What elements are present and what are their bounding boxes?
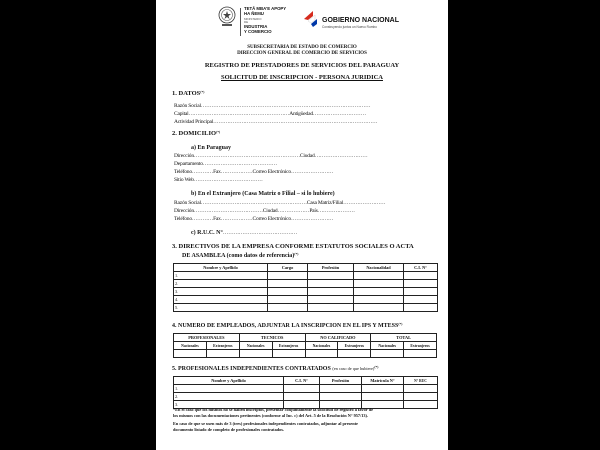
section-1-title (172, 91, 204, 98)
table-cell[interactable] (305, 350, 338, 358)
sub-nacionales: Nacionales (239, 342, 272, 350)
table-cell[interactable] (308, 280, 354, 288)
ruc-label: c) R.U.C. N° (191, 230, 223, 236)
section-5-label: 5. PROFESIONALES INDEPENDIENTES CONTRATADOS (172, 366, 331, 372)
table-cell[interactable] (308, 296, 354, 304)
profesionales-header-row (174, 377, 438, 385)
section-5-note: (en caso de que hubiere) (332, 366, 375, 371)
empleados-sub-row (174, 342, 437, 350)
capital-label: Capital (174, 111, 189, 117)
table-cell[interactable] (308, 288, 354, 296)
table-cell[interactable] (362, 393, 404, 401)
section-1-mark: (*) (200, 90, 205, 94)
ext-correo-label: Correo Electrónico (252, 216, 291, 222)
table-cell[interactable] (404, 385, 438, 393)
sub-extranjeros: Extranjeros (338, 342, 371, 350)
ext-ciudad-label: Ciudad (262, 208, 278, 214)
table-cell[interactable] (268, 304, 308, 312)
table-cell[interactable] (268, 296, 308, 304)
table-cell[interactable] (268, 288, 308, 296)
section-4-label: 4. NUMERO DE EMPLEADOS, ADJUNTAR LA INSCRIPCION EN EL IPS Y MTESS (172, 323, 399, 329)
direccion-label: Dirección (174, 153, 194, 159)
footnote-line-1: *En el caso que los mismos no se hallen inscriptos, presentar conjuntamente la solicitud de registro a favor de (173, 407, 374, 412)
table-cell[interactable] (404, 401, 438, 409)
logo-divider (240, 8, 241, 36)
group-total: TOTAL (371, 334, 437, 342)
table-cell[interactable] (354, 272, 404, 280)
table-row[interactable] (174, 393, 438, 401)
correo-label: Correo Electrónico (252, 169, 291, 175)
ministry-line-1: TETÃ MBA'E APOPY (244, 6, 287, 11)
sub-extranjeros: Extranjeros (404, 342, 437, 350)
document-page (156, 0, 448, 450)
table-cell[interactable] (404, 304, 438, 312)
gobierno-nacional-logo-icon (301, 8, 323, 30)
table-cell[interactable] (404, 296, 438, 304)
col-nombre: Nombre y Apellido (174, 264, 268, 272)
table-cell[interactable] (404, 288, 438, 296)
fax-label: Fax (213, 169, 221, 175)
table-row[interactable] (174, 272, 438, 280)
ministry-line-5: INDUSTRIA (244, 24, 268, 29)
group-tecnicos: TECNICOS (239, 334, 305, 342)
en-extranjero-heading: b) En el Extranjero (Casa Matriz o Filial – si lo hubiere) (191, 191, 335, 197)
section-2-title (172, 131, 220, 138)
ministry-line-6: Y COMERCIO (244, 29, 272, 34)
table-cell[interactable] (308, 272, 354, 280)
table-cell[interactable] (371, 350, 404, 358)
table-row[interactable] (174, 296, 438, 304)
col-cargo: Cargo (268, 264, 308, 272)
ruc-field[interactable]: c) R.U.C. N°…………………………………… (191, 230, 298, 236)
table-cell[interactable] (308, 304, 354, 312)
ext-telefono-label: Teléfono (174, 216, 192, 222)
footnote-line-4: documento listado de completo de profesionales contratados. (173, 427, 285, 432)
table-cell[interactable] (404, 280, 438, 288)
table-cell[interactable] (354, 280, 404, 288)
departamento-field[interactable]: Departamento…………………………………… (174, 161, 277, 167)
table-cell[interactable] (320, 393, 362, 401)
table-row[interactable] (174, 280, 438, 288)
ext-direccion-label: Dirección (174, 208, 194, 214)
col-ruc: N° RUC (404, 377, 438, 385)
table-cell[interactable] (239, 350, 272, 358)
table-row[interactable] (174, 350, 437, 358)
table-cell[interactable] (206, 350, 239, 358)
sub-extranjeros: Extranjeros (272, 342, 305, 350)
section-2-label: 2. DOMICILIO (172, 130, 217, 137)
table-row[interactable] (174, 385, 438, 393)
col-ci: C.I. N° (404, 264, 438, 272)
telefono-field[interactable]: Teléfono…………Fax………………Correo Electrónico…………………… (174, 169, 334, 175)
row-number[interactable]: 1. (174, 385, 284, 393)
col-ci: C.I. N° (284, 377, 320, 385)
capital-field[interactable]: Capital…………………………………………………Antigüedad………………………… (174, 111, 366, 117)
table-cell[interactable] (354, 304, 404, 312)
group-profesionales: PROFESIONALES (174, 334, 240, 342)
ext-telefono-field[interactable]: Teléfono…………Fax………………Correo Electrónico…………………… (174, 216, 334, 222)
col-matricula: Matrícula N° (362, 377, 404, 385)
table-row[interactable] (174, 288, 438, 296)
col-nacionalidad: Nacionalidad (354, 264, 404, 272)
razon-social-label: Razón Social (174, 103, 201, 109)
profesionales-table (173, 376, 438, 409)
empleados-table (173, 333, 437, 358)
table-cell[interactable] (354, 288, 404, 296)
actividad-label: Actividad Principal (174, 119, 214, 125)
directivos-header-row (174, 264, 438, 272)
section-5-title (172, 366, 378, 372)
table-cell[interactable] (284, 385, 320, 393)
ext-fax-label: Fax (213, 216, 221, 222)
pais-label: País (309, 208, 318, 214)
sub-nacionales: Nacionales (174, 342, 207, 350)
sub-nacionales: Nacionales (305, 342, 338, 350)
table-cell[interactable] (404, 272, 438, 280)
sitio-web-label: Sitio Web (174, 177, 194, 183)
table-cell[interactable] (354, 296, 404, 304)
ciudad-label: Ciudad (299, 153, 315, 159)
table-cell[interactable] (338, 350, 371, 358)
section-4-mark: (*) (398, 322, 403, 326)
col-profesion: Profesión (308, 264, 354, 272)
row-number[interactable]: 3. (174, 288, 268, 296)
table-cell[interactable] (174, 350, 207, 358)
footnote-line-3: En caso de que se usen más de 3 (tres) profesionales independientes contratados, adjuntar al presente (173, 421, 358, 426)
antiguedad-label: Antigüedad (289, 111, 313, 117)
table-cell[interactable] (268, 272, 308, 280)
row-number[interactable]: 2. (174, 393, 284, 401)
row-number[interactable]: 2. (174, 280, 268, 288)
section-5-mark: (*) (374, 365, 379, 369)
gov-tagline: Construyendo juntos un Nuevo Rumbo (322, 25, 377, 29)
col-profesion: Profesión (320, 377, 362, 385)
ext-razon-field[interactable]: Razón Social……………………………………………………Casa Matriz/Filial…………………… (174, 200, 386, 206)
solicitud-title: SOLICITUD DE INSCRIPCION - PERSONA JURIDICA (221, 74, 383, 81)
table-cell[interactable] (362, 385, 404, 393)
row-number[interactable]: 5. (174, 304, 268, 312)
empleados-group-row (174, 334, 437, 342)
section-3-title: 3. DIRECTIVOS DE LA EMPRESA CONFORME ESTATUTOS SOCIALES O ACTA (172, 243, 414, 250)
razon-social-field[interactable]: Razón Social…………………………………………………………………………………… (174, 103, 371, 109)
sitio-web-field[interactable]: Sitio Web………………………………… (174, 177, 263, 183)
sub-extranjeros: Extranjeros (206, 342, 239, 350)
group-no-calificado: NO CALIFICADO (305, 334, 371, 342)
actividad-field[interactable]: Actividad Principal………………………………………………………………………………… (174, 119, 378, 125)
directivos-table (173, 263, 438, 312)
telefono-label: Teléfono (174, 169, 192, 175)
table-cell[interactable] (404, 393, 438, 401)
table-cell[interactable] (268, 280, 308, 288)
sub-nacionales: Nacionales (371, 342, 404, 350)
row-number[interactable]: 4. (174, 296, 268, 304)
table-cell[interactable] (272, 350, 305, 358)
national-seal-icon (218, 6, 236, 28)
table-row[interactable] (174, 304, 438, 312)
section-2-mark: (*) (216, 130, 221, 134)
section-3-label-2: DE ASAMBLEA (como datos de referencia) (182, 253, 295, 259)
ext-direccion-field[interactable]: Dirección…………………………………Ciudad………………País………………… (174, 208, 355, 214)
departamento-label: Departamento (174, 161, 203, 167)
row-number[interactable]: 1. (174, 272, 268, 280)
ext-razon-label: Razón Social (174, 200, 201, 206)
table-cell[interactable] (284, 393, 320, 401)
section-3-mark: (*) (294, 252, 299, 256)
en-paraguay-heading: a) En Paraguay (191, 145, 232, 151)
section-3-title-2 (182, 253, 298, 259)
col-nombre: Nombre y Apellido (174, 377, 284, 385)
table-cell[interactable] (320, 385, 362, 393)
footnote-line-2: los mismos con las documentaciones pertinentes (conforme al Inc. c) del Art. 5 de la Resolución N° 957/13). (173, 413, 369, 418)
ministry-line-3: MINISTERIO (244, 17, 262, 21)
section-1-label: 1. DATOS (172, 90, 201, 97)
subsecretaria-title: SUBSECRETARIA DE ESTADO DE COMERCIO (247, 45, 357, 50)
row-number[interactable]: 3. (174, 401, 284, 409)
direccion-title: DIRECCION GENERAL DE COMERCIO DE SERVICIOS (237, 51, 367, 56)
table-cell[interactable] (404, 350, 437, 358)
ministry-line-4: DE (244, 20, 249, 24)
section-4-title (172, 323, 402, 329)
gov-name: GOBIERNO NACIONAL (322, 17, 399, 24)
ministry-line-2: HA ÑEMU (244, 11, 264, 16)
direccion-field[interactable]: Dirección……………………………………………………Ciudad………………………… (174, 153, 368, 159)
registro-title: REGISTRO DE PRESTADORES DE SERVICIOS DEL PARAGUAY (204, 62, 400, 69)
casa-matriz-label: Casa Matriz/Filial (306, 200, 344, 206)
